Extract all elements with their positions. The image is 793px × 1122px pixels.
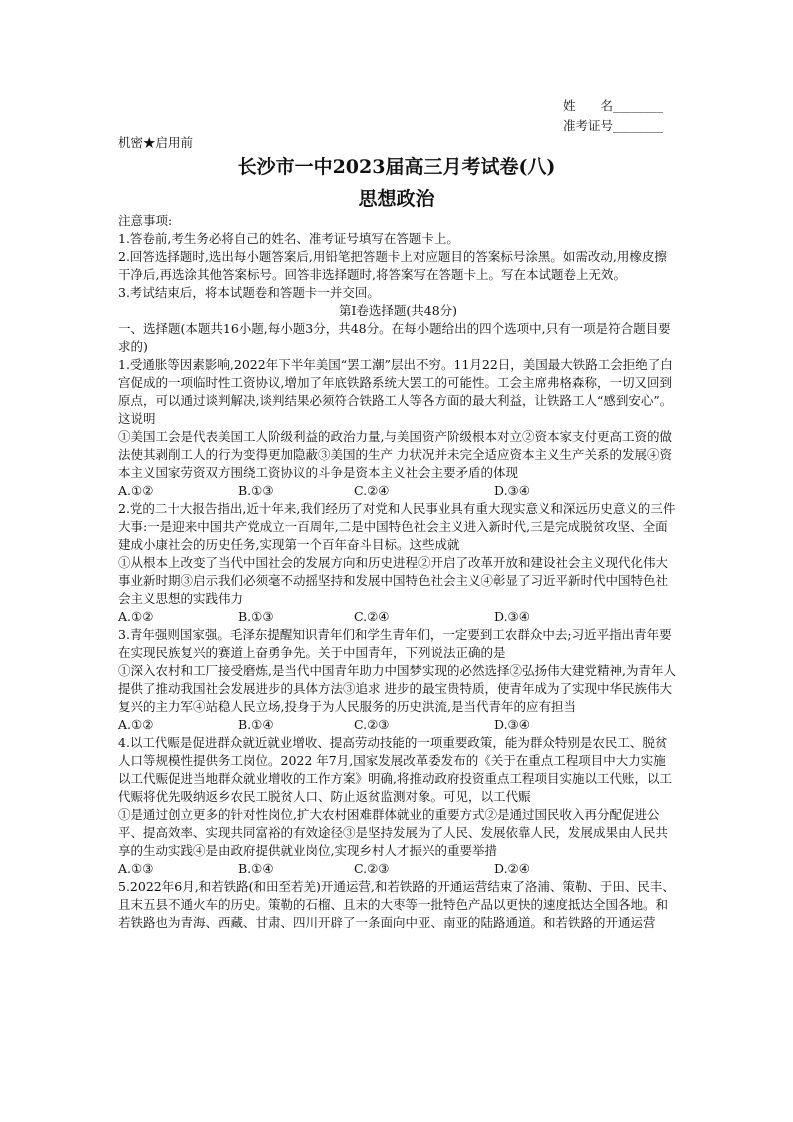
option-d: D.③④ — [494, 609, 530, 624]
question-options — [118, 608, 678, 626]
option-c: C.②④ — [354, 609, 390, 624]
note-item: 2.回答选择题时,选出每小题答案后,用铅笔把答题卡上对应题目的答案标号涂黑。如需改动,用橡皮擦干净后,再选涂其他答案标号。回答非选择题时,将答案写在答题卡上。写在本试题卷上无效。 — [118, 249, 667, 282]
option-c: C.②③ — [354, 861, 390, 876]
question-stem: 3.青年强则国家强。毛泽东提醒知识青年们和学生青年们，一定要到工农群众中去;习近平指出青年要在实现民族复兴的赛道上奋勇争先。关于中国青年，下列说法正确的是 — [118, 627, 672, 660]
option-d: D.②④ — [494, 861, 530, 876]
exam-id-field: 准考证号________ — [563, 118, 664, 133]
option-a: A.①③ — [118, 861, 154, 876]
option-b: B.①③ — [238, 609, 274, 624]
note-item: 3.考试结束后，将本试题卷和答题卡一并交回。 — [118, 285, 380, 300]
question-stem: 2.党的二十大报告指出,近十年来,我们经历了对党和人民事业具有重大现实意义和深远历史意义的三件大事:一是迎来中国共产党成立一百周年,二是中国特色社会主义进入新时代,三是完成脱贫攻坚、全面建成小康社会的历史任务,实现第一个百年奋斗目标。这些成就 — [118, 501, 676, 552]
question-options — [118, 860, 678, 878]
option-d: D.③④ — [494, 483, 530, 498]
question-statements: ①是通过创立更多的针对性岗位,扩大农村困难群体就业的重要方式②是通过国民收入再分配促进公平、提高效率、实现共同富裕的有效途径③是坚持发展为了人民、发展依靠人民，发展成果由人民共享的生动实践④是由政府提供就业岗位,实现乡村人才振兴的重要举措 — [118, 807, 669, 858]
question-stem: 5.2022年6月,和若铁路(和田至若羌)开通运营,和若铁路的开通运营结束了洛浦、策勒、于田、民丰、且末五县不通火车的历史。策勒的石榴、且末的大枣等一批特色产品以更快的速度抵达全国各地。和若铁路也为青海、西藏、甘肃、四川开辟了一条面向中亚、南亚的陆路通道。和若铁路的开通运营 — [118, 879, 675, 930]
name-field: 姓 名________ — [563, 98, 664, 113]
question-statements: ①深入农村和工厂接受磨炼,是当代中国青年助力中国梦实现的必然选择②弘扬伟大建党精神,为青年人提供了推动我国社会发展进步的具体方法③追求 进步的最宝贵特质，使青年成为了实现中华民族伟大复兴的主力军④站稳人民立场,投身于为人民服务的历史洪流,是当代青年的应有担当 — [118, 663, 676, 714]
exam-title: 长沙市一中2023届高三月考试卷(八) — [237, 156, 556, 178]
exam-content — [118, 212, 678, 932]
section-title: 第Ⅰ卷选择题(共48分) — [338, 303, 458, 318]
question-options — [118, 716, 678, 734]
question-options — [118, 482, 678, 500]
option-a: A.①② — [118, 609, 154, 624]
question-stem: 1.受通胀等因素影响,2022年下半年美国“罢工潮”层出不穷。11月22日，美国最大铁路工会拒绝了白宫促成的一项临时性工资协议,增加了年底铁路系统大罢工的可能性。工会主席弗格森称，一切又回到原点，可以通过谈判解决,谈判结果必须符合铁路工人等各方面的最大利益，让铁路工人“感到安心”。这说明 — [118, 357, 673, 426]
question-statements: ①美国工会是代表美国工人阶级利益的政治力量,与美国资产阶级根本对立②资本家支付更高工资的做法使其剥削工人的行为变得更加隐蔽③美国的生产 力状况并未完全适应资本主义生产关系的发展④资本主义国家劳资双方围绕工资协议的斗争是资本主义社会主要矛盾的体现 — [118, 429, 672, 480]
option-c: C.②③ — [354, 717, 390, 732]
notes-heading: 注意事项: — [118, 213, 173, 228]
option-d: D.③④ — [494, 717, 530, 732]
option-a: A.①② — [118, 483, 154, 498]
secret-label: 机密★启用前 — [118, 135, 194, 150]
question-stem: 4.以工代赈是促进群众就近就业增收、提高劳动技能的一项重要政策，能为群众特别是农民工、脱贫人口等规模性提供务工岗位。2022 年7月,国家发展改革委发布的《关于在重点工程项目中大力实施以工代赈促进当地群众就业增收的工作方案》明确,将推动政府投资重点工程项目实施以工代账，以工代赈将优先吸纳返乡农民工脱贫人口、防止返贫监测对象。可见，以工代赈 — [118, 735, 672, 804]
section-instruction: 一、选择题(本题共16小题,每小题3分，共48分。在每小题给出的四个选项中,只有一项是符合题目要求的) — [118, 321, 671, 354]
option-a: A.①② — [118, 717, 154, 732]
note-item: 1.答卷前,考生务必将自己的姓名、准考证号填写在答题卡上。 — [118, 231, 459, 246]
option-c: C.②④ — [354, 483, 390, 498]
option-b: B.①④ — [238, 861, 274, 876]
question-statements: ①从根本上改变了当代中国社会的发展方向和历史进程②开启了改革开放和建设社会主义现代化伟大事业新时期③启示我们必须毫不动摇坚持和发展中国特色社会主义④彰显了习近平新时代中国特色社会主义思想的实践伟力 — [118, 555, 669, 606]
subject-title: 思想政治 — [358, 188, 435, 210]
option-b: B.①③ — [238, 483, 274, 498]
option-b: B.①④ — [238, 717, 274, 732]
